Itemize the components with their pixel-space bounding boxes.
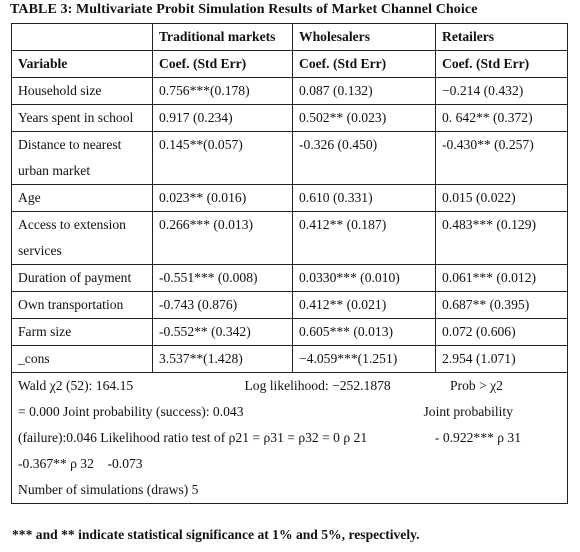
- coef-cell: 0. 642** (0.372): [436, 105, 568, 132]
- results-table: [11, 23, 568, 504]
- coef-cell: 0.917 (0.234): [153, 105, 293, 132]
- likelihood-ratio-test: (failure):0.046 Likelihood ratio test of ρ21 = ρ31 = ρ32 = 0 ρ 21: [18, 430, 368, 445]
- header-row-labels: [12, 51, 568, 78]
- coef-cell: -0.326 (0.450): [293, 132, 436, 185]
- footer-line-1: [18, 373, 561, 399]
- prob-chi2: Prob > χ2: [450, 378, 503, 393]
- table-row: [12, 78, 568, 105]
- variable-cell: Farm size: [12, 319, 153, 346]
- table-row: [12, 292, 568, 319]
- footer-row: [12, 373, 568, 504]
- footer-line-5: Number of simulations (draws) 5: [18, 482, 199, 497]
- coef-cell: 0.502** (0.023): [293, 105, 436, 132]
- variable-line: services: [18, 243, 62, 258]
- variable-cell: Duration of payment: [12, 265, 153, 292]
- variable-line: urban market: [18, 163, 91, 178]
- coef-cell: -0.552** (0.342): [153, 319, 293, 346]
- coef-cell: -0.743 (0.876): [153, 292, 293, 319]
- footer-line-2: [18, 399, 561, 425]
- coef-cell: 0.023** (0.016): [153, 185, 293, 212]
- table-row: [12, 212, 568, 265]
- coef-cell: -0.551*** (0.008): [153, 265, 293, 292]
- header-wholesalers: Wholesalers: [293, 24, 436, 51]
- header-variable: Variable: [12, 51, 153, 78]
- footer-line-3: [18, 425, 561, 451]
- table-row: [12, 265, 568, 292]
- variable-line: Access to extension: [18, 217, 126, 232]
- table-row: [12, 105, 568, 132]
- variable-cell: Household size: [12, 78, 153, 105]
- variable-cell: _cons: [12, 346, 153, 373]
- coef-cell: 3.537**(1.428): [153, 346, 293, 373]
- significance-note: *** and ** indicate statistical significance at 1% and 5%, respectively.: [12, 527, 420, 542]
- joint-prob-success: = 0.000 Joint probability (success): 0.043: [18, 404, 244, 419]
- coef-cell: 0.0330*** (0.010): [293, 265, 436, 292]
- coef-cell: 0.087 (0.132): [293, 78, 436, 105]
- coef-cell: 0.015 (0.022): [436, 185, 568, 212]
- coef-cell: −4.059***(1.251): [293, 346, 436, 373]
- header-coef-retailers: Coef. (Std Err): [436, 51, 568, 78]
- wald-chi2: Wald χ2 (52): 164.15: [18, 378, 134, 393]
- variable-cell: [12, 132, 153, 185]
- coef-cell: 0.483*** (0.129): [436, 212, 568, 265]
- coef-cell: 0.072 (0.606): [436, 319, 568, 346]
- rho-31-value: - 0.922*** ρ 31: [434, 430, 521, 445]
- coef-cell: 0.605*** (0.013): [293, 319, 436, 346]
- coef-cell: -0.430** (0.257): [436, 132, 568, 185]
- coef-cell: 0.061*** (0.012): [436, 265, 568, 292]
- coef-cell: 0.412** (0.021): [293, 292, 436, 319]
- header-coef-wholesalers: Coef. (Std Err): [293, 51, 436, 78]
- header-retailers: Retailers: [436, 24, 568, 51]
- table-row: [12, 319, 568, 346]
- header-coef-traditional: Coef. (Std Err): [153, 51, 293, 78]
- coef-cell: 0.610 (0.331): [293, 185, 436, 212]
- variable-line: Distance to nearest: [18, 137, 122, 152]
- coef-cell: 0.412** (0.187): [293, 212, 436, 265]
- coef-cell: 2.954 (1.071): [436, 346, 568, 373]
- footer-line-4: -0.367** ρ 32 -0.073: [18, 456, 143, 471]
- joint-prob-label: Joint probability: [423, 404, 513, 419]
- table-caption: TABLE 3: Multivariate Probit Simulation Results of Market Channel Choice: [10, 2, 478, 17]
- coef-cell: 0.145**(0.057): [153, 132, 293, 185]
- header-traditional-markets: Traditional markets: [153, 24, 293, 51]
- table-row: [12, 346, 568, 373]
- table-row: [12, 185, 568, 212]
- table-row: [12, 132, 568, 185]
- coef-cell: 0.266*** (0.013): [153, 212, 293, 265]
- variable-cell: Own transportation: [12, 292, 153, 319]
- variable-cell: Age: [12, 185, 153, 212]
- variable-cell: Years spent in school: [12, 105, 153, 132]
- footer-statistics: [12, 373, 568, 504]
- coef-cell: 0.756***(0.178): [153, 78, 293, 105]
- coef-cell: −0.214 (0.432): [436, 78, 568, 105]
- header-empty-cell: [12, 24, 153, 51]
- header-row-channels: [12, 24, 568, 51]
- log-likelihood: Log likelihood: −252.1878: [244, 378, 391, 393]
- variable-cell: [12, 212, 153, 265]
- coef-cell: 0.687** (0.395): [436, 292, 568, 319]
